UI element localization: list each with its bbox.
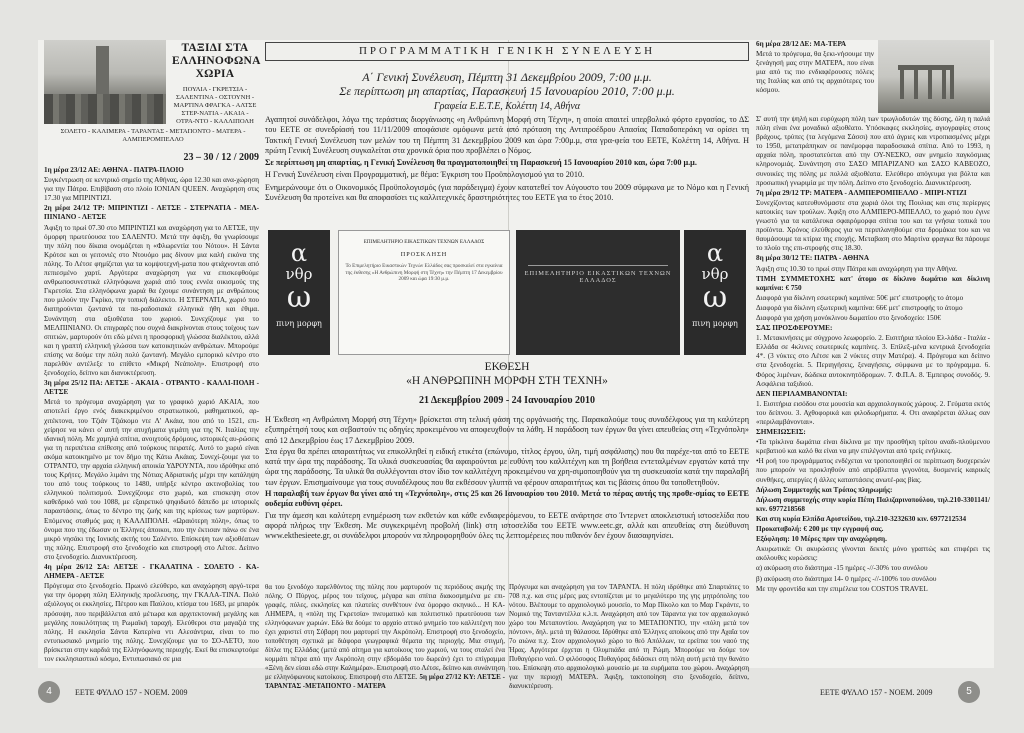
itinerary-text: β) ακύρωση στο διάστημα 14- 0 ημέρες -//-100% του συνόλου <box>756 574 937 583</box>
assembly-paragraph-3: Η Γενική Συνέλευση είναι Προγραμματική, με θέμα: Έγκριση του Προϋπολογισμού για το 2010. <box>265 170 585 180</box>
assembly-headline-1: Α΄ Γενική Συνέλευση, Πέμπτη 31 Δεκεμβρίου 2009, 7:00 μ.μ. <box>362 70 652 84</box>
itinerary-paragraph <box>756 314 990 323</box>
itinerary-text: Ακυρωτικά: Οι ακυρώσεις γίνονται δεκτές μόνο γραπτώς και επιφέρει τις ακόλουθες κυρώσεις: <box>756 545 990 563</box>
temple-photo <box>878 40 990 113</box>
itinerary-paragraph <box>756 334 990 389</box>
invitation-body: Το Επιμελητήριο Εικαστικών Τεχνών Ελλάδος σας προσκαλεί στα εγκαίνια της έκθεσης «Η Ανθρώπινη Μορφή στη Τέχνη» την Πέμπτη 17 Δεκεμβρίου 2009 και ώρα 19:30 μ.μ. <box>345 263 503 283</box>
itinerary-text: Μετά το πρόγευμα αναχώρηση για το γραφικό χωριό ΑΚΑΙΑ, που αποτελεί έργο ενός διακεκριμένου στρατιωτικού, μαθηματικού, αρ-χιτέκτονα, του Τζιάν Τζιάκομο ντε Λ' Ακάια, που από το 1521, επι-χείρησε να κάνει ο' αυτή την ατυχήματα γεμάτη για της Ν. Ιταλίας την ιδανική πόλη. Με χαμηλά σπίτια, ανοιχτούς δρόμους, ιστορικές αυ-ρώσεις για τη περιπέτεια επίθεσης από τούρκους πειρατές. Αυτό το χωριό είναι ακόμα κατοικημένο με τον δήμο της Κάτω Ακάιας. Συνεχί-ζουμε για το ΟΤΡΑΝΤΟ, την αρχαία ελληνική αποικία ΥΔΡΟΥΝΤΑ, που ιδρύθηκε από τους Κρήτες. Μεγάλο λιμάνι της Νότιας Αδριατικής μέχρι την κατάληψη του από τους τούρκους το 1480, υπήρξε κέντρο ακτινοβολίας του ελληνικού πολιτισμού. Συνεχίζουμε στο χωριό, και επισκεψη στον καθεδρικό ναό του 1088, με εξαιρετικό ψηφιδωτό δάπεδο με ιστορικές παραστάσεις, όπως το δέντρο της ζωής και της κρίσεως των μαρτύρων. Επόμενος σταθμός μας η ΚΑΛΛΙΠΟΛΗ. «Ωραιότερη πόλη», όπως το όνομα που της έδωσαν οι Έλληνες άποικοι, που την έκτισαν πάνω σε ένα μικρό νησάκι της Ιονικής ακτής του Σαλέντο. Επίσκεψη των αξιοθέατων της πόλης. Επιστροφή στο ξενοδοχείο και επιστροφή στο Λέτσε. Δείπνο στο ξενοδοχείο. Διανυκτέρευση. <box>44 398 259 561</box>
matera-column <box>756 40 990 668</box>
itinerary-paragraph <box>756 189 990 198</box>
itinerary-day-heading: ΣΗΜΕΙΩΣΕΙΣ: <box>756 428 806 437</box>
art-alpha: α <box>706 239 724 267</box>
itinerary-paragraph <box>756 457 990 484</box>
itinerary-paragraph <box>756 575 990 584</box>
itinerary-day-heading: Δήλωση Συμμετοχής και Τρόπος πληρωμής: <box>756 485 893 494</box>
itinerary-text: Διαφορά για δίκλινη εσωτερική καμπίνα: 50€ μετ' επιστροφής το άτομο <box>756 293 964 302</box>
exhibition-paragraph-3: Η παραλαβή των έργων θα γίνει από τη «Τεχνόπολη», στις 25 και 26 Ιανουαρίου του 2010. Μετά το πέρας αυτής της προθε-σμίας το ΕΕΤΕ ουδεμία ευθύνη φέρει. <box>265 489 749 509</box>
itinerary-text: Διαφορά για χρήση μονόκλινου δωματίου στο ξενοδοχείο: 150€ <box>756 313 941 322</box>
itinerary-paragraph <box>756 294 990 303</box>
travel-paragraphs <box>44 166 259 664</box>
itinerary-day-heading: 3η μέρα 25/12 ΠΑ: ΛΕΤΣΕ - ΑΚΑΙΑ - ΟΤΡΑΝΤΟ - ΚΑΛΛΙ-ΠΟΛΗ - ΛΕΤΣΕ <box>44 379 259 397</box>
itinerary-text: Πρόγευμα στο ξενοδοχείο. Πρωινό ελεύθερο, και αναχώρηση αργό-τερα για την όμορφη πόλη Ελληνικής προέλευσης, την ΓΚΑΛΑ-ΤΙΝΑ. Πολύ αξιόλογος οι εκκλησίες, Πέτρου και Παύλου, κτίσμα του 1683, με μπαρόκ πρόσοψη, που περιβάλλεται από μέτωρα και αρχιτεκτονική μεγάλης και μεγάλης ποικιλότητας τη Ρωμαϊκή ταραχή. Ελεύθεροι στα μαγαζιά της πόλης. Η εκκλησία Σάντα Κατερίνα ντι Αλεσάντρια, είναι το πιο εντυπωσιακό μνημείο της πόλης. Συνεχίζουμε για το ΣΟ-ΛΕΤΟ, που βρίσκεται στην καρδιά της Ελληνόφωνης περιοχής. Εκεί θα επισκεφτούμε τον εκκλησιαστικό κόσμο, Εντυπωσιακό σε μια <box>44 582 259 663</box>
itinerary-day-heading: 8η μέρα 30/12 ΤΕ: ΠΑΤΡΑ - ΑΘΗΝΑ <box>756 254 870 263</box>
itinerary-paragraph <box>44 176 259 203</box>
itinerary-paragraph <box>756 496 990 514</box>
itinerary-paragraph <box>756 115 990 188</box>
travel-photo <box>44 40 166 124</box>
rooftops-shape <box>44 94 166 124</box>
itinerary-text: Σ' αυτή την ψηλή και ευρύχωρη πόλη των τρωγλοδυτών της δύσης, όλη η παλιά πόλη είναι ένα μοναδικό αξιοθέατο. Υπόσκαφες εκκλησίες, αγιογραφίες στους βράχους, τρύπες (τα λεγόμενα Σάσσι) που από άγριες και ντροπιασμένες μέχρι το 1950, μετατράπηκαν σε πανέμορφα παραδοσιακά σπίτια. Από το 1993, η αρχαία πόλη, προστατεύεται από την ΟΥ-ΝΕΣΚΟ, σαν μνημείο παγκόσμιας κληρονομιάς. Συνάντηση στο ΣΑΣΟ ΜΠΑΡΙΖΑΝΟ και ΣΑΣΟ ΚΑΒΕΟΖΟ, συνοικίες της πόλης με πολλά αξιοθέατα. Ελεύθερο απόγευμα για βόλτα και προσωπική γνωριμία με την πόλη. Δείπνο στο ξενοδοχείο. Διανυκτέρευση. <box>756 115 990 187</box>
itinerary-continued-right: Πρόγευμα και αναχώρηση για τον ΤΑΡΑΝΤΑ. Η πόλη ιδρύθηκε από Σπαρτιάτες το 708 π.χ. και στις μέρες μας εντοπίζεται με το μεγαλύτερο της γης μητρόπολης του νότου. Βλέπουμε το αρχαιολογικό μουσείο, το Μαρ Πίκολο και το Μαρ Γκράντε, το Νομικό της Τανταντέλλα κ.λ.π. Αναχώρηση από τον Τάραντα για τον αρχαιολογικό χώρο του Μεταποντίου. Αναχώρηση για το ΜΕΤΑΠΟΝΤΙΟ, την «πόλη μετά τον πόντον», δηλ. μετά τη θάλασσα. Ιδρύθηκε από Έλληνες αποίκους από την Αχαΐα τον 7ο αιώνα π.χ. Στον αρχαιολογικό χώρο το θεό Απόλλων, τα ερείπια του ναού της Ήρας. Αργότερα έρχεται η Ολυμπιάδα από τη Ρώμη. Μπορούμε να δούμε τον Πυθαγόρειο ναό. Ο φιλόσοφος Πυθαγόρας διδάσκει στη πόλη αυτή μετά την θανάτο του. Επίσκεψη στο αρχαιολογικό μουσείο με τα ευρήματα του χώρου. Αναχώρηση για την περιοχή ΜΑΤΕΡΑ. Άφιξη, τακτοποίηση στο ξενοδοχείο, δείπνο, διανυκτέρευση. <box>509 583 749 690</box>
bell-tower-shape <box>96 46 109 96</box>
itinerary-paragraph <box>756 199 990 254</box>
exhibition-poster <box>516 230 680 355</box>
itinerary-continued-left <box>265 583 506 690</box>
itinerary-day-heading: 2η μέρα 24/12 ΤΡ: ΜΠΡΙΝΤΙΖΙ - ΛΕΤΣΕ - ΣΤΕΡΝΑΤΙΑ - ΜΕΛ-ΠΙΝΙΑΝΟ - ΛΕΤΣΕ <box>44 204 259 222</box>
assembly-headline-2: Σε περίπτωση μη απαρτίας, Παρασκευή 15 Ιανουαρίου 2010, 7:00 μ.μ. <box>339 84 675 98</box>
itinerary-continued-left-text: θα του ξενοδόχο παρελθόντος της πόλης που μαρτυρούν τις περιόδους ακμής της πόλης. Ο Πύργος, μέρος του τείχους, μέγαρα και σπίτια διακοσμημένα με επι-γραφές, πύλες, εκκλησίες και πλατείες συνθέτουν ένα όμορφο σκηνικό... Η ΚΑ-ΛΗΜΕΡΑ, η «πόλη της Γκρετσία» πνευματικό και πολιτιστικό πρωτεύουσα των ελληνόφωνων χωριών. Εδώ θα δούμε το αρχαίο αττικό μνημείο του καλλιτέχνη που έχει χαριστεί στη Σύβαρη που μαρτυρεί την Ακρόπολη. Επιστροφή στο ξενοδοχείο, τοποθέτηση σχετικά με διάφορα γεωγραφικά θέματα της περιοχής. Μια στιγμή, δίπλα της Ελλάδας (μετά από αίτημα για κατοίκους του χωριού, να τους σταλεί ένα κομμάτι πέτρα από την Ακρόπολη στην εβδομάδα του δωρεάν) έχει το επίγραμμα «Ξένη δεν είσαι εδώ στην Καλημέρα». Επιστροφή στο Λέτσε, δείπνο και συνάντηση με ελληνόφωνους κατοίκους. Επιστροφή στο ΛΕΤΣΕ. <box>265 583 505 681</box>
itinerary-paragraph <box>756 390 990 399</box>
itinerary-text: α) ακύρωση στο διάστημα -15 ημέρες -//-30% του συνόλου <box>756 564 928 573</box>
travel-itinerary <box>44 152 259 665</box>
itinerary-paragraph <box>44 379 259 397</box>
temple-column-shape <box>950 69 954 99</box>
itinerary-day-heading: 1η μέρα 23/12 ΑΕ: ΑΘΗΝΑ - ΠΑΤΡΑ-ΠΛΟΙΟ <box>44 166 184 174</box>
matera-intro <box>756 40 874 97</box>
exhibition-paragraph-1: Η Έκθεση «η Ανθρώπινη Μορφή στη Τέχνη» βρίσκεται στη τελική φάση της οργάνωσής της. Παρακαλούμε τους συναδέλφους για τη καλύτερη εξυπηρέτησή τους και σεβαστούν τις οδηγίες προκειμένου να αποφευχθούν τα λάθη. Η παράδοση των έργων θα γίνει απευθείας στη «Τεχνόπολη» από 12 Δεκεμβρίου έως 17 Δεκεμβρίου 2009. <box>265 415 749 445</box>
itinerary-paragraph <box>756 438 990 456</box>
itinerary-day-heading: ΣΑΣ ΠΡΟΣΦΕΡΟΥΜΕ: <box>756 324 833 333</box>
itinerary-paragraph <box>756 265 990 274</box>
travel-route-bottom-text: ΣΟΛΕΤΟ - ΚΑΛΙΜΕΡΑ - ΤΑΡΑΝΤΑΣ - ΜΕΤΑΠΟΝΤΟ - ΜΑΤΕΡΑ - ΑΛΜΠΕΡΟΜΠΕΛΛΟ <box>60 128 246 143</box>
exhibition-article <box>265 360 749 543</box>
itinerary-paragraph <box>756 585 990 594</box>
assembly-paragraph-1: Αγαπητοί συνάδελφοι, λόγω της τεράστιας διοργάνωσης «η Ανθρώπινη Μορφή στη Τέχνη», η οποία απαιτεί υπερβολικό φόρτο εργασίας, το ΔΣ του ΕΕΤΕ σε συνεδρίασή του 11/11/2009 αποφάσισε ομόφωνα μετά από πρόταση της Αντιπροέδρου Απασίας Παπαδοπεράκη να ορίσει τη Τακτική Γενική Συνέλευση των μελών του τη Πέμπτη 31 Δεκεμβρίου 2009 και ώρα 7:00μ.μ, στα γρα-φεία του ΕΕΤΕ, Κολέττη 14, Αθήνα. Η πρώτη Γενική Συνέλευση συγκαλείται στα χρονικά όρια που προβλέπει ο Νόμος. <box>265 115 749 155</box>
travel-dates: 23 – 30 / 12 / 2009 <box>183 152 259 163</box>
footer-right: ΕΕΤΕ ΦΥΛΛΟ 157 - ΝΟΕΜ. 2009 <box>820 688 933 697</box>
itinerary-text: Διαφορά για δίκλινη εξωτερική καμπίνα: 66€ μετ' επιστροφής το άτομο <box>756 303 963 312</box>
exhibition-title: ΕΚΘΕΣΗ <box>484 361 530 373</box>
page-number-right: 5 <box>958 681 980 703</box>
itinerary-text: 1. Μετακινήσεις με σύγχρονο λεωφορείο. 2. Εισιτήρια πλοίου Ελ-λάδα - Ιταλία - Ελλάδα σε 4κλινες εσωτερικές καμπίνες. 3. Επίλεξ-μένα κεντρικά ξενοδοχεία 4*. (3 νύκτες στο Λέτσε και 2 νύκτες στην Ματέρα). 4. Πρόγευμα και δείπνο στα ξενοδοχεία. 5. Περιηγήσεις, ξεναγήσεις, σύμφωνα με το πρόγραμμα. 6. Φόρος λιμένων, δώδεκα αυτοκινητόδρομων. 7. Φ.Π.Α. 8. Έμπειρος συνοδός. 9. Ασφάλεια ταξιδιού. <box>756 334 990 388</box>
itinerary-paragraph <box>756 324 990 333</box>
poster-rule <box>528 265 668 266</box>
itinerary-paragraph <box>44 166 259 175</box>
art-tile-left <box>268 230 330 355</box>
itinerary-paragraph <box>756 564 990 573</box>
assembly-article <box>265 70 749 203</box>
exhibition-paragraph-4: Για την άμεση και καλύτερη ενημέρωση των εκθετών και κάθε ενδιαφερόμενου, το ΕΕΤΕ ανάρτησε στο Ίντερνετ αποκλειστική ιστοσελίδα που αφορά πλήρως την Έκθεση. Με συγκεκριμένη προβολή (link) στη ιστοσελίδα του ΕΕΤΕ www.eetc.gr, αλλά και απευθείας στη διεύθυνση www.ekthesieete.gr, οι συνάδελφοι μπορούν να πληροφορηθούν όλες τις λεπτομέρειες που πιθανόν δεν έχουν διασαφηνίσει. <box>265 510 749 541</box>
itinerary-day-heading: ΤΙΜΗ ΣΥΜΜΕΤΟΧΗΣ κατ' άτομο σε δίκλινο δωμάτιο και δίκλινη καμπίνα: € 750 <box>756 274 990 292</box>
itinerary-paragraph <box>756 304 990 313</box>
itinerary-paragraph <box>44 224 259 379</box>
assembly-location: Γραφεία Ε.Ε.Τ.Ε, Κολέττη 14, Αθήνα <box>433 101 581 112</box>
temple-column-shape <box>900 69 904 99</box>
invitation-org: ΕΠΙΜΕΛΗΤΗΡΙΟ ΕΙΚΑΣΤΙΚΩΝ ΤΕΧΝΩΝ ΕΛΛΑΔΟΣ <box>363 239 485 245</box>
itinerary-text: Συγκέντρωση σε κεντρικό σημείο της Αθήνας, ώρα 12.30 και ανα-χώρηση για την Πάτρα. Επιβίβαση στο πλοίο IONIAN QUEEN. Αναχώρηση στις 17.30 για ΜΠΡΙΝΤΙΖΙ. <box>44 176 259 203</box>
art-sub: πινη μορφη <box>692 319 738 328</box>
temple-column-shape <box>942 69 946 99</box>
travel-column <box>44 40 259 668</box>
itinerary-day-heading: Δήλωση συμμετοχής στην κυρία Πέπη Παλιζαρινοπούλου, τηλ.210-3301141/ κιν. 6977218568 <box>756 495 990 513</box>
art-omega: ω <box>702 280 728 315</box>
footer-left: ΕΕΤΕ ΦΥΛΛΟ 157 - ΝΟΕΜ. 2009 <box>75 688 188 697</box>
itinerary-paragraph <box>756 275 990 293</box>
day6-heading: 6η μέρα 28/12 ΔΕ: ΜΑ-ΤΕΡΑ <box>756 40 847 48</box>
itinerary-text: •Τα τρίκλινα δωμάτια είναι δίκλινα με την προσθήκη τρίτου αναδι-πλούμενου κρεβατιού και καλό θα είναι να μην επιλέγονται από τρείς ενήλικες. <box>756 438 990 456</box>
art-tile-right <box>684 230 746 355</box>
invitation-card <box>338 230 510 355</box>
art-omega: ω <box>286 280 312 315</box>
art-sub: πινη μορφη <box>276 319 322 328</box>
itinerary-day-heading: 7η μέρα 29/12 ΤΡ: ΜΑΤΕΡΑ - ΑΛΜΠΕΡΟΜΠΕΛΛΟ - ΜΠΡΙ-ΝΤΙΖΙ <box>756 188 967 197</box>
itinerary-paragraph <box>756 254 990 263</box>
matera-itinerary <box>756 115 990 595</box>
itinerary-paragraph <box>756 486 990 495</box>
assembly-banner: ΠΡΟΓΡΑΜΜΑΤΙΚΗ ΓΕΝΙΚΗ ΣΥΝΕΛΕΥΣΗ <box>265 42 749 61</box>
page-number-left: 4 <box>38 681 60 703</box>
invitation-title: ΠΡΟΣΚΛΗΣΗ <box>400 250 448 258</box>
itinerary-paragraph <box>756 535 990 544</box>
travel-header <box>172 42 261 126</box>
itinerary-text: 1. Εισιτήρια εισόδου στα μουσεία και αρχαιολογικούς χώρους. 2. Γεύματα εκτός του δείπνου. 3. Αχθοφορικά και φιλοδωρήματα. 4. Οτι αναφέρεται άλλως σαν «περιλαμβάνονται». <box>756 399 990 426</box>
itinerary-paragraph <box>44 582 259 664</box>
assembly-paragraph-4: Ενημερώνουμε ότι ο Οικονομικός Προϋπολογισμός (για παράδειγμα) έχουν κατατεθεί τον Αύγουστο του 2009 σύμφωνα με το Νόμο και η Γενική Συνέλευση θα προτείνει και θα αποφασίσει τις καλλιτεχνικές δραστηριότητες του ΕΕΤΕ για το έτος 2010. <box>265 182 749 203</box>
itinerary-paragraph <box>756 428 990 437</box>
itinerary-text: •Η ροή του προγράμματος ενδέχεται να τροποποιηθεί σε περίπτωση δυσχερειών που μπορούν να προκληθούν από απρόβλεπτα γεγονότα, δυσμενείς καιρικές συνθήκες, απεργίες ή άλλες καταστάσεις ανωτέ-ρας βίας. <box>756 457 990 484</box>
exhibition-dates: 21 Δεκεμβρίου 2009 - 24 Ιανουαρίου 2010 <box>418 395 596 406</box>
exhibition-paragraph-2: Στα έργα θα πρέπει απαραιτήτως να επικολληθεί η ειδική ετικέτα (επώνυμο, τίτλος έργου, ύλη, τιμή ασφάλισης) που θα παρέχε-ται από το ΕΕΤΕ κατά την ώρα της παράδοσης. Τα υλικά συσκευασίας θα αφαιρούνται με ευθύνη του καλλιτέχνη και τη βοήθεια εντεταλμένων εργατών κατά την ώρα της παράδοσης. Τα υλικά θα συλλέγονται στον ίδιο τον καλλιτέχνη προκειμένου να χρη-σιμοποιηθούν για τη συσκευασία κατά την παραλαβή των έργων. Επισημαίνουμε για τους συναδέλφους που θα εκθέσουν γλυπτά να φέρουν απαραιτήτως και τις βάσεις όπου θα τοποθετηθούν. <box>265 446 749 487</box>
day6-intro: Μετά το πρόγευμα, θα ξεκι-νήσουμε την ξενάγησή μας στην ΜΑΤΕΡΑ, που είναι μια από τις πιο ενδιαφέρουσες πόλεις της Ιταλίας και από τις αρχαιότερες του κόσμου. <box>756 50 874 95</box>
temple-column-shape <box>928 69 932 99</box>
itinerary-day-heading: ΔΕΝ ΠΕΡΙΛΑΜΒΑΝΟΝΤΑΙ: <box>756 389 848 398</box>
itinerary-text: Με την φροντίδα και την επιμέλεια του COSTOS TRAVEL <box>756 584 928 593</box>
exhibition-graphics <box>268 230 746 355</box>
exhibition-subtitle: «Η ΑΝΘΡΩΠΙΝΗ ΜΟΡΦΗ ΣΤΗ ΤΕΧΝΗ» <box>406 375 608 387</box>
itinerary-day-heading: 4η μέρα 26/12 ΣΑ: ΛΕΤΣΕ - ΓΚΑΛΑΤΙΝΑ - ΣΟΛΕΤΟ - ΚΑ-ΛΗΜΕΡΑ - ΛΕΤΣΕ <box>44 563 259 581</box>
itinerary-paragraph <box>44 204 259 222</box>
art-alpha: α <box>290 239 308 267</box>
itinerary-paragraph <box>44 563 259 581</box>
itinerary-text: Άφιξη το πρωί 07.30 στο ΜΠΡΙΝΤΙΖΙ και αναχώρηση για το ΛΕΤΣΕ, την όμορφη πρωτεύουσα του ΣΑΛΕΝΤΟ. Μετά την άφιξη, θα γνωρίσουμε την πόλη που δίκαια ονομάζεται η «Φλωρεντία του Νότου». Η Σάντα Κρότσε και οι γειτονιές στο Ντουόμο μας δίνουν μια καλή εικόνα της πόλης. Το Λέτσε φημίζεται για τα κομψοτεχνή-ματα που φτιάχνονται από πεπιεσμένο χαρτί. Αργότερα αναχώρηση για να επισκεφθούμε ανθρωποσυνεστικά ελληνόφωνα χωριά από τους εννέα οικισμούς της Γκρετσία. Στα ελληνόφωνα χωριά θα έχουμε συνάντηση με ανθρώπους που μιλούν την Γκρίκο, την τοπική διάλεκτο. Η ΣΤΕΡΝΑΤΙΑ, χωριό που διατηρούνται ζωντανά τα πα-ραδοσιακά ελληνικά ήθη και έθιμα. Συνάντηση στα αξιοθέατα του χωριού. Συνεχίζουμε για το ΜΕΛΠΙΝΙΑΝΟ. Οι επιγραφές που συχνά διακρίνονται στους τοίχους των σπιτιών, μαρτυρούν ότι εδώ μένει η προσφορική γλώσσα διαλέκτου, αλλά και η γραπτή ελληνική γλώσσα των κατοικητικών ανθρώπων. Μπορούμε επίσης να δούμε την πόλη πολύ ζωντανή. Μεγάλο εμπορικό κέντρο στο παρελθόν αντέλεξε το επίθετο «Μικρή Νεάπολη». Επιστροφή στο ξενοδοχείο, δείπνο και διανυκτέρευση. <box>44 223 259 378</box>
art-nthr: νθρ <box>285 265 313 283</box>
itinerary-paragraph <box>44 398 259 562</box>
travel-title: ΤΑΞΙΔΙ ΣΤΑ ΕΛΛΗΝΟΦΩΝΑ ΧΩΡΙΑ <box>172 42 261 80</box>
itinerary-paragraph <box>756 400 990 427</box>
itinerary-day-heading: Εξόφληση: 10 Μέρες πριν την αναχώρηση. <box>756 535 887 544</box>
day5-heading: 5η μέρα 27/12 ΚΥ: ΛΕΤΣΕ - ΤΑΡΑΝΤΑΣ -ΜΕΤΑΠΟΝΤΟ - ΜΑΤΕΡΑ <box>265 673 506 690</box>
itinerary-day-heading: Και στη κυρία Ελπίδα Αριστείδου, τηλ.210-3232630 κιν. 6977212534 <box>756 514 967 523</box>
itinerary-paragraph <box>756 515 990 524</box>
itinerary-paragraph <box>756 545 990 563</box>
assembly-paragraph-2: Σε περίπτωση μη απαρτίας, η Γενική Συνέλευση θα πραγματοποιηθεί τη Παρασκευή 15 Ιανουαρίου 2010 και, ώρα 7:00 μ.μ. <box>265 158 697 168</box>
itinerary-day-heading: Προκαταβολή: € 200 με την εγγραφή σας. <box>756 525 884 534</box>
travel-route-bottom <box>48 128 258 144</box>
travel-route-top: ΠΟΥΛΙΑ - ΓΚΡΕΤΣΙΑ - ΣΑΛΕΝΤΙΝΑ - ΟΣΤΟΥΝΗ - ΜΑΡΤΙΝΑ ΦΡΑΓΚΑ - ΑΛΤΣΕ ΣΤΕΡ-ΝΑΤΙΑ - ΑΚΑΙΑ - ΟΤΡΑ-ΝΤΟ - ΚΑΛΛΙΠΟΛΗ <box>173 86 257 125</box>
itinerary-text: Συνεχίζοντας κατευθυνόμαστε στα χωριά όλοι της Πουλιας και στις περίεργες κατοικίες των τρούλων. Άφιξη στο ΑΛΜΠΕΡΟ-ΜΠΕΛΛΟ, το χωριό που έγινε γνωστό για τα κατάλευκα σφαιρόμορφα σπίτια του και τα γνήσια τοπικά του προϊόντα. Χρόνος ελεύθερος για να περιπλανηθούμε στα δρομάκια του και να θαυμάσουμε τα κτίρια της εποχής. Μεταβαση στο Μαρτίνα φραγκα θα πάρουμε το πλοίο της επι-στροφής στις 18.30. <box>756 198 990 253</box>
itinerary-paragraph <box>756 525 990 534</box>
art-nthr: νθρ <box>701 265 729 283</box>
itinerary-text: Άφιξη στις 10.30 το πρωί στην Πάτρα και αναχώρηση για την Αθήνα. <box>756 264 958 273</box>
poster-text: ΕΠΙΜΕΛΗΤΗΡΙΟ ΕΙΚΑΣΤΙΚΩΝ ΤΕΧΝΩΝ ΕΛΛΑΔΟΣ <box>524 269 672 284</box>
temple-column-shape <box>914 69 918 99</box>
